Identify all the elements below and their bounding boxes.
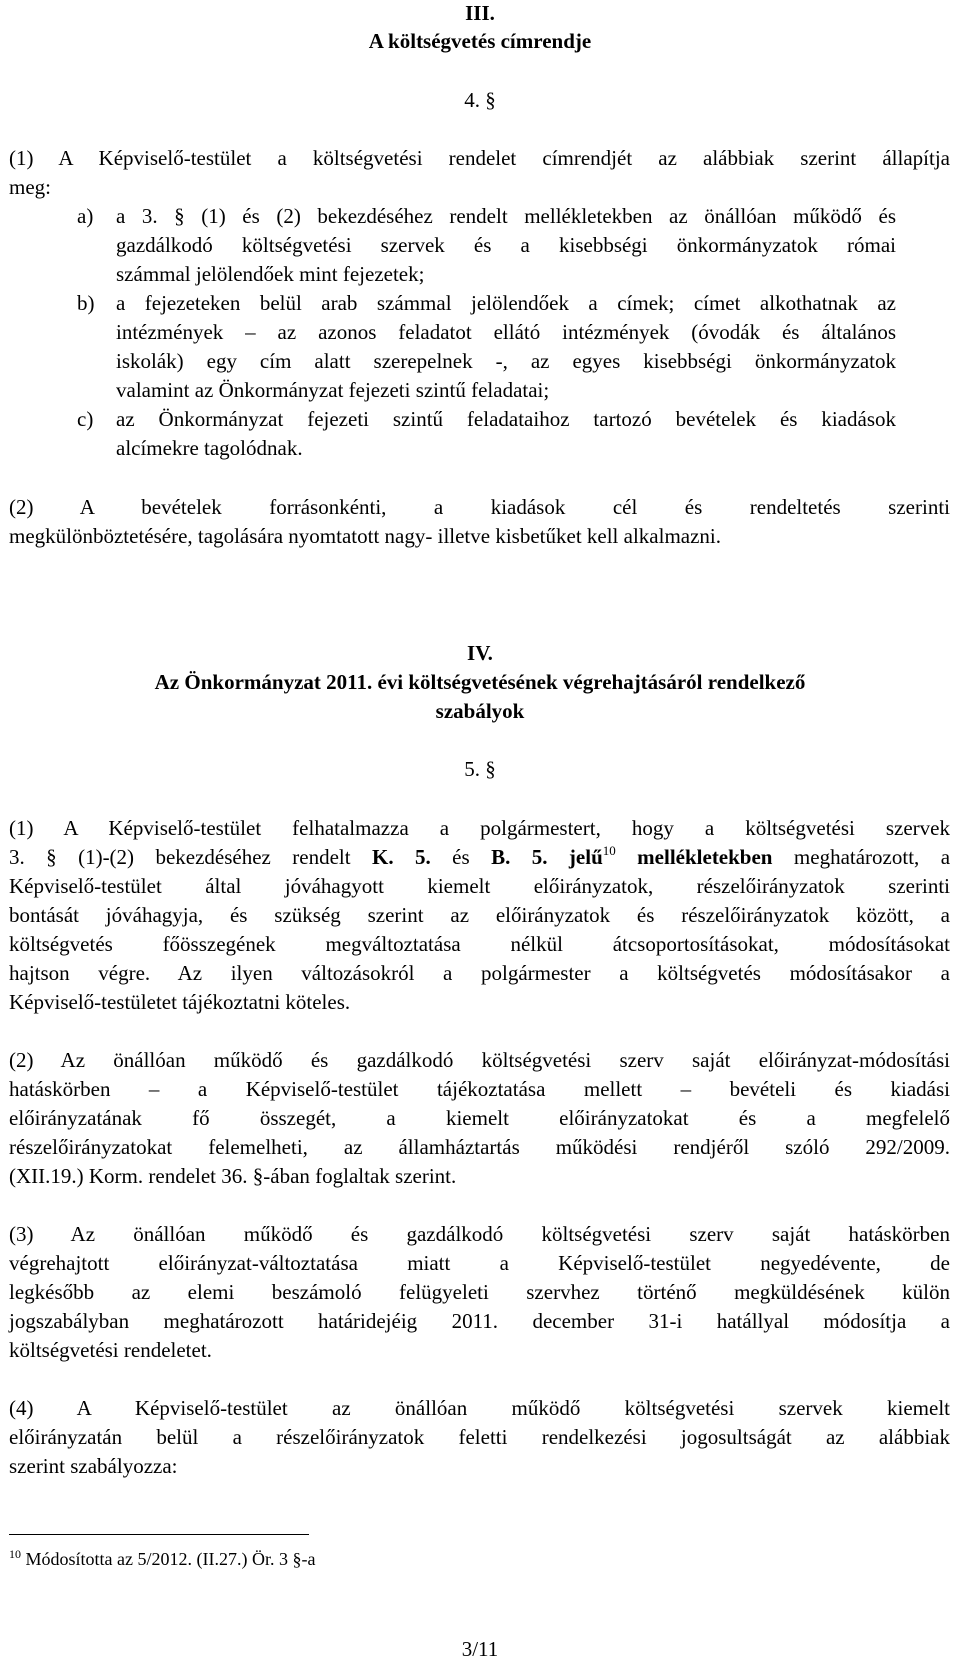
p1-line: bontását jóváhagyja, és szükség szerint az előirányzatok és részelőirányzatok között, a	[9, 903, 950, 927]
item-b-line: valamint az Önkormányzat fejezeti szintű feladatai;	[116, 378, 550, 402]
p2-line: előirányzatának fő összegét, a kiemelt előirányzatokat és a megfelelő	[9, 1106, 950, 1130]
p4-line: (4) A Képviselő-testület az önállóan működő költségvetési szervek kiemelt	[9, 1396, 950, 1420]
p1-line: Képviselő-testületet tájékoztatni köteles.	[9, 990, 351, 1014]
p1-line: hajtson végre. Az ilyen változásokról a polgármester a költségvetés módosításakor a	[9, 961, 950, 985]
para-2-line: megkülönböztetésére, tagolására nyomtatott nagy- illetve kisbetűket kell alkalmazni.	[9, 524, 722, 548]
item-a-line: a 3. § (1) és (2) bekezdéséhez rendelt mellékletekben az önállóan működő és	[116, 204, 896, 228]
footnote-divider	[9, 1534, 309, 1535]
p2-line: részelőirányzatokat felemelheti, az államháztartás működési rendjéről szóló 292/2009.	[9, 1135, 950, 1159]
paragraph-4-number: 4. §	[464, 88, 496, 112]
p1-bold-ref: B. 5. jelű	[491, 845, 603, 869]
section-4-roman: IV.	[467, 641, 493, 665]
item-b-line: a fejezeteken belül arab számmal jelölendőek a címek; címet alkothatnak az	[116, 291, 896, 315]
item-a-line: számmal jelölendőek mint fejezetek;	[116, 262, 425, 286]
section-4-title-line-2: szabályok	[435, 699, 525, 723]
item-a-line: gazdálkodó költségvetési szervek és a kisebbségi önkormányzatok római	[116, 233, 896, 257]
p1-line: (1) A Képviselő-testület felhatalmazza a polgármestert, hogy a költségvetési szervek	[9, 816, 950, 840]
p1-text: 3. § (1)-(2) bekezdéséhez rendelt	[9, 845, 373, 869]
item-a-label: a)	[77, 204, 94, 228]
p2-line: (2) Az önállóan működő és gazdálkodó költségvetési szerv saját előirányzat-módosítási	[9, 1048, 950, 1072]
p2-line: hatáskörben – a Képviselő-testület tájékoztatása mellett – bevételi és kiadási	[9, 1077, 950, 1101]
item-b-line: iskolák) egy cím alatt szerepelnek -, az egyes kisebbségi önkormányzatok	[116, 349, 896, 373]
section-3-title: A költségvetés címrendje	[368, 29, 592, 53]
page-number: 3/11	[461, 1637, 499, 1661]
section-4-title-line-1: Az Önkormányzat 2011. évi költségvetésének végrehajtásáról rendelkező	[154, 670, 806, 694]
p1-line: költségvetés főösszegének megváltoztatása nélkül átcsoportosításokat, módosításokat	[9, 932, 950, 956]
p3-line: legkésőbb az elemi beszámoló felügyeleti szervhez történő megküldésének külön	[9, 1280, 950, 1304]
p1-bold-ref: K. 5.	[372, 845, 431, 869]
p1-bold-ref: mellékletekben	[615, 845, 773, 869]
footnote-text: Módosította az 5/2012. (II.27.) Ör. 3 §-a	[21, 1549, 316, 1569]
footnote	[9, 1548, 315, 1570]
p3-line: jogszabályban meghatározott határidejéig 2011. december 31-i hatállyal módosítja a	[9, 1309, 950, 1333]
p4-line: szerint szabályozza:	[9, 1454, 178, 1478]
intro-line-1: (1) A Képviselő-testület a költségvetési rendelet címrendjét az alábbiak szerint állapítja	[9, 146, 950, 170]
paragraph-5-number: 5. §	[464, 757, 496, 781]
item-c-label: c)	[77, 407, 94, 431]
para-2-line: (2) A bevételek forrásonkénti, a kiadások cél és rendeltetés szerinti	[9, 495, 950, 519]
p1-line: Képviselő-testület által jóváhagyott kiemelt előirányzatok, részelőirányzatok szerinti	[9, 874, 950, 898]
item-c-line: alcímekre tagolódnak.	[116, 436, 303, 460]
p1-line-mixed	[9, 844, 950, 870]
p1-text: meghatározott, a	[772, 845, 951, 869]
section-3-roman: III.	[465, 1, 495, 25]
p3-line: (3) Az önállóan működő és gazdálkodó költségvetési szerv saját hatáskörben	[9, 1222, 950, 1246]
p1-text: és	[430, 845, 492, 869]
footnote-number: 10	[9, 1547, 21, 1561]
p3-line: költségvetési rendeletet.	[9, 1338, 212, 1362]
p2-line: (XII.19.) Korm. rendelet 36. §-ában foglaltak szerint.	[9, 1164, 457, 1188]
intro-line-2: meg:	[9, 175, 51, 199]
footnote-ref[interactable]: 10	[602, 843, 616, 858]
item-c-line: az Önkormányzat fejezeti szintű feladataihoz tartozó bevételek és kiadások	[116, 407, 896, 431]
item-b-label: b)	[77, 291, 95, 315]
p3-line: végrehajtott előirányzat-változtatása miatt a Képviselő-testület negyedévente, de	[9, 1251, 950, 1275]
item-b-line: intézmények – az azonos feladatot ellátó intézmények (óvodák és általános	[116, 320, 896, 344]
p4-line: előirányzatán belül a részelőirányzatok feletti rendelkezési jogosultságát az alábbiak	[9, 1425, 950, 1449]
